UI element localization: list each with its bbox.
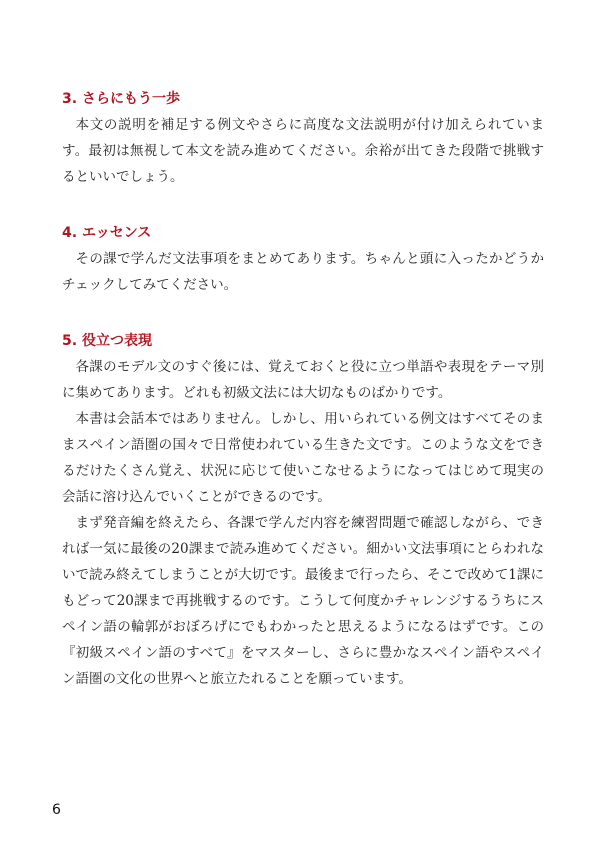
paragraph: 本文の説明を補足する例文やさらに高度な文法説明が付け加えられています。最初は無視して本文を読み進めてください。余裕が出てきた段階で挑戦するといいでしょう。 — [62, 117, 544, 185]
section-4 — [62, 220, 544, 298]
section-title: エッセンス — [82, 225, 152, 241]
paragraph: その課で学んだ文法事項をまとめてあります。ちゃんと頭に入ったかどうかチェックしてみてください。 — [62, 251, 544, 293]
section-number: 4. — [62, 225, 78, 241]
section-title: 役立つ表現 — [82, 333, 152, 349]
section-number: 3. — [62, 91, 78, 107]
section-title: さらにもう一歩 — [82, 91, 180, 107]
document-body — [62, 86, 544, 692]
section-spacer — [62, 190, 544, 220]
section-heading — [62, 86, 544, 112]
section-heading — [62, 220, 544, 246]
section-3 — [62, 86, 544, 190]
section-5 — [62, 328, 544, 692]
paragraph: 本書は会話本ではありません。しかし、用いられている例文はすべてそのままスペイン語圏の国々で日常使われている生きた文です。このような文をできるだけたくさん覚え、状況に応じて使いこなせるようになってはじめて現実の会話に溶け込んでいくことができるのです。 — [62, 411, 544, 505]
section-spacer — [62, 298, 544, 328]
section-heading — [62, 328, 544, 354]
page-number: 6 — [52, 802, 61, 818]
section-number: 5. — [62, 333, 78, 349]
paragraph: まず発音編を終えたら、各課で学んだ内容を練習問題で確認しながら、できれば一気に最後の20課まで読み進めてください。細かい文法事項にとらわれないで読み終えてしまうことが大切です。最後まで行ったら、そこで改めて1課にもどって20課まで再挑戦するのです。こうして何度かチャレンジするうちにスペイン語の輪郭がおぼろげにでもわかったと思えるようになるはずです。この『初級スペイン語のすべて』をマスターし、さらに豊かなスペイン語やスペイン語圏の文化の世界へと旅立たれることを願っています。 — [62, 515, 544, 687]
paragraph: 各課のモデル文のすぐ後には、覚えておくと役に立つ単語や表現をテーマ別に集めてあります。どれも初級文法には大切なものばかりです。 — [62, 359, 544, 401]
